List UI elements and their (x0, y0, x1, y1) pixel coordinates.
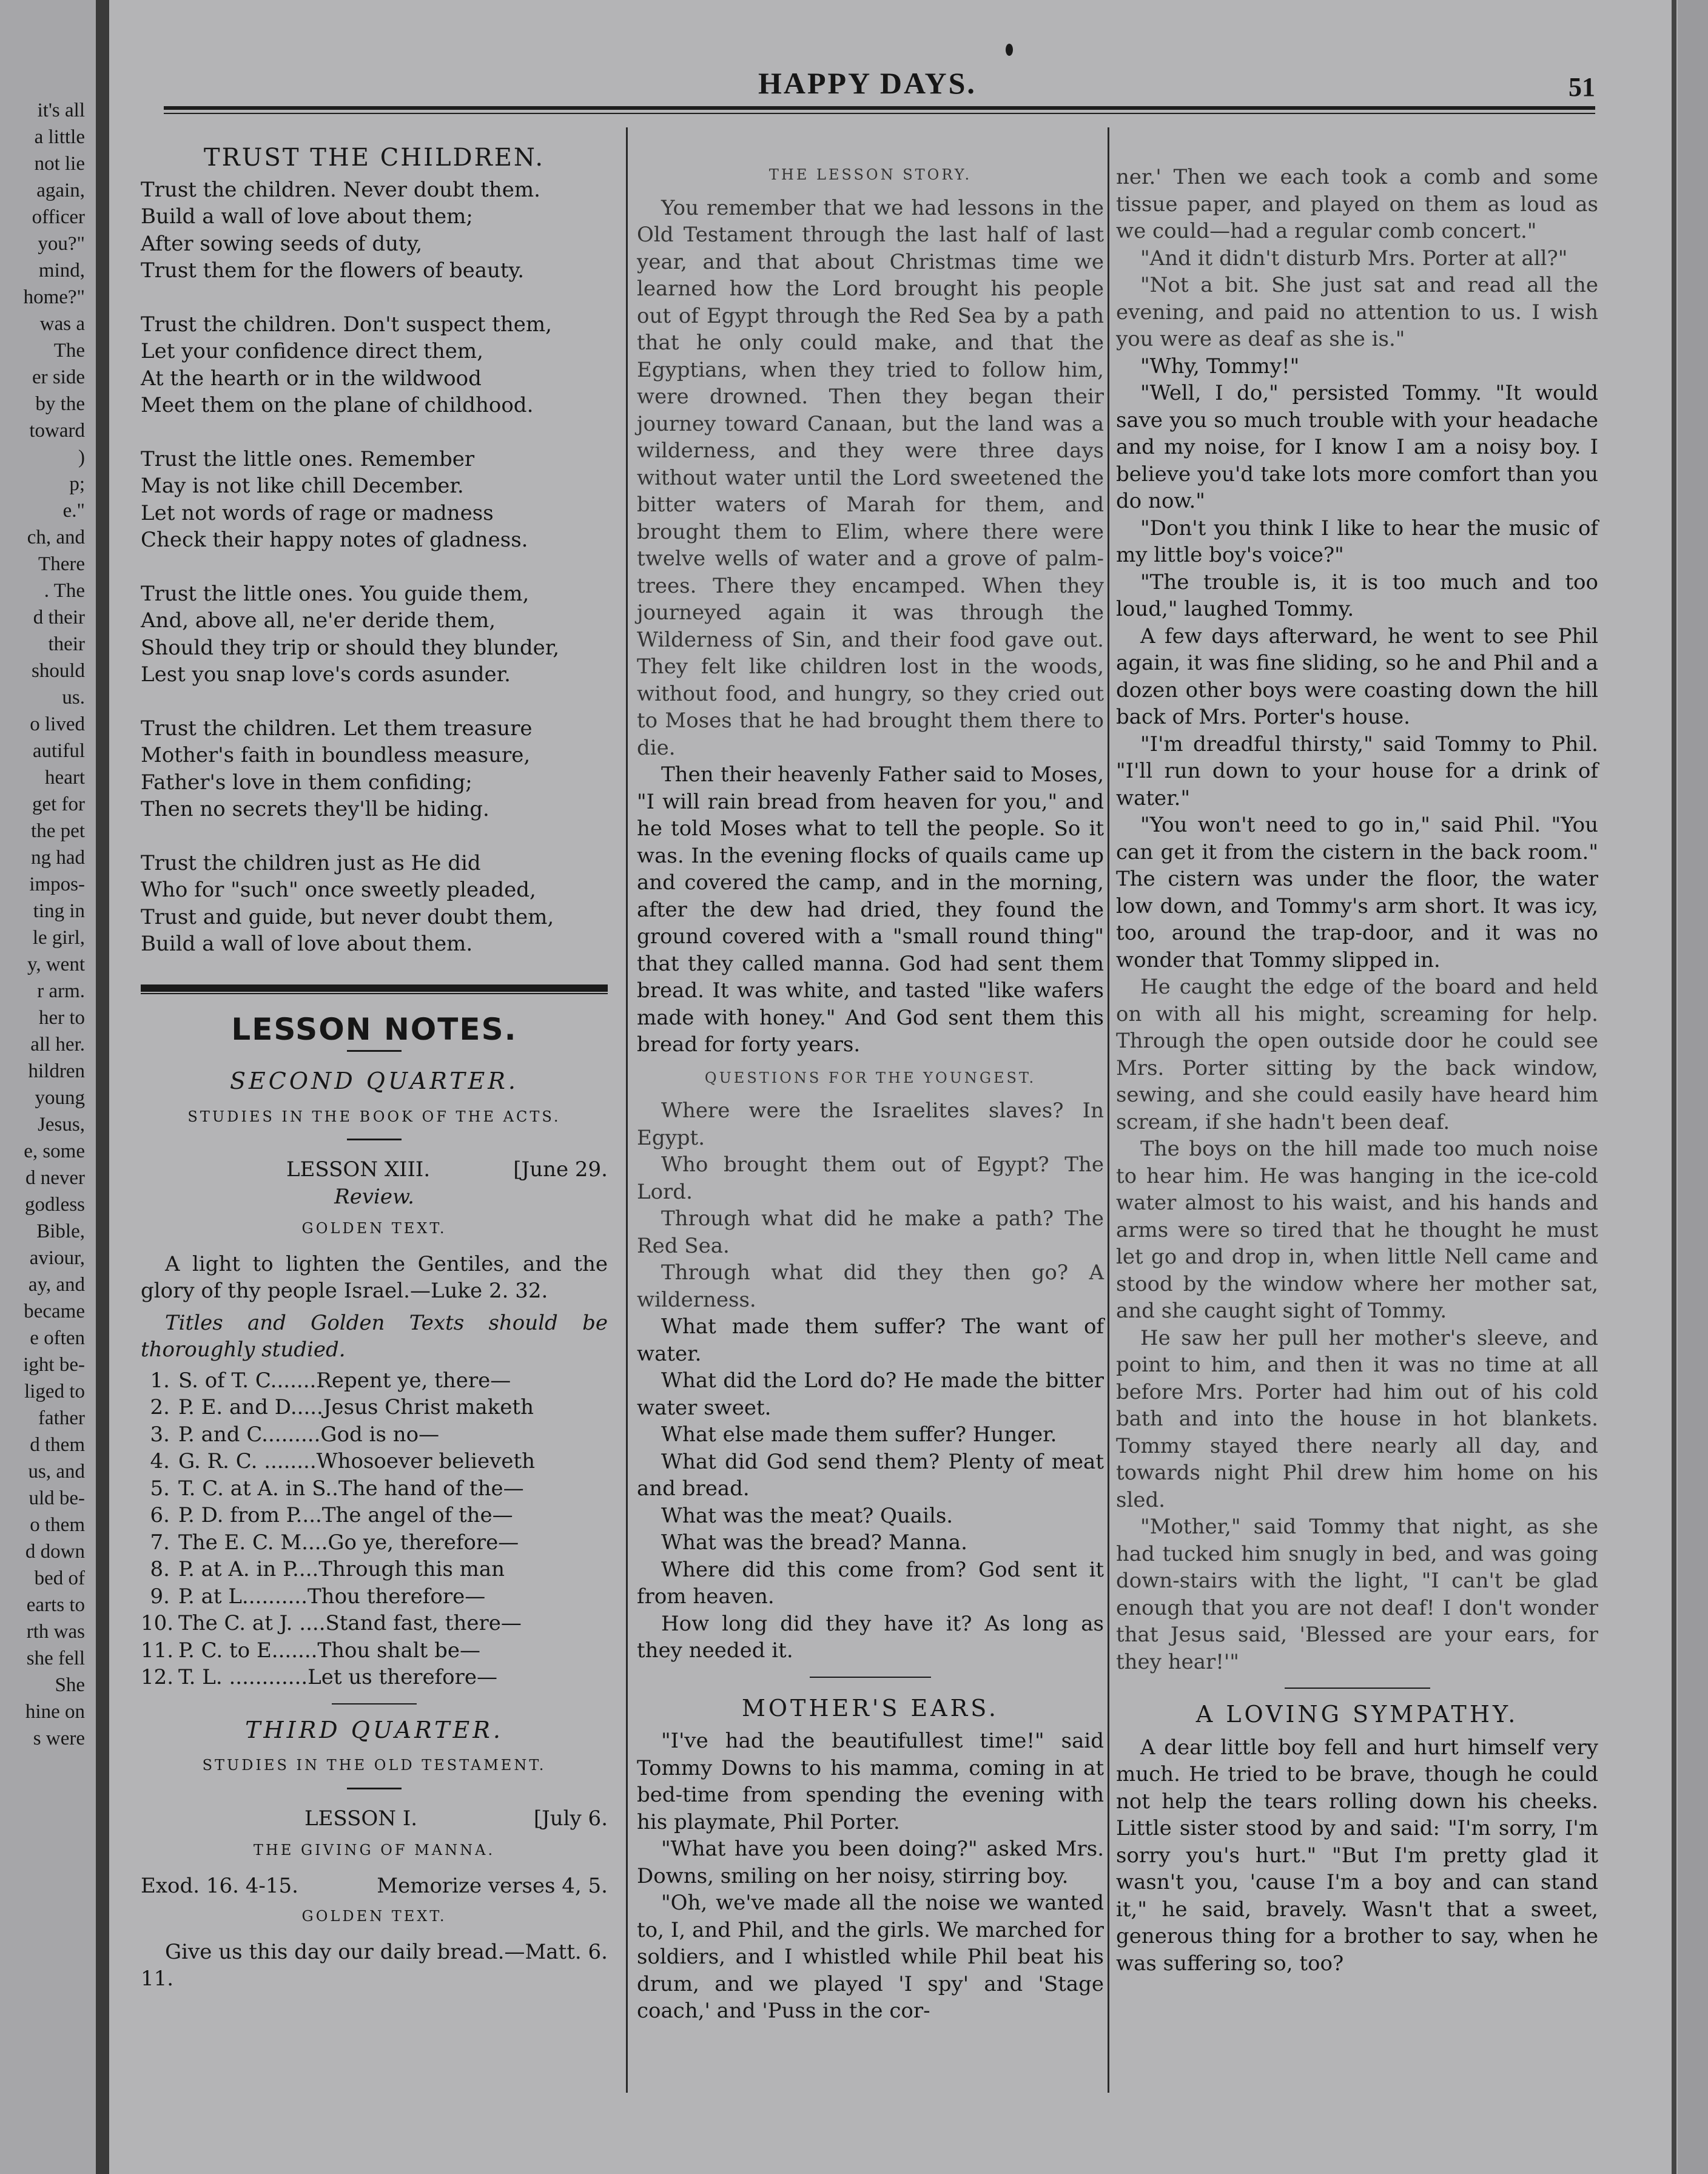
poem-line: Mother's faith in boundless measure, (141, 743, 531, 767)
list-number: 9. (150, 1584, 170, 1609)
list-text: T. L. ............Let us therefore— (178, 1665, 497, 1689)
poem-line: Who for "such" once sweetly pleaded, (141, 878, 536, 902)
lesson-number: LESSON XIII. (286, 1157, 431, 1182)
prev-column-line: e often (30, 1327, 85, 1349)
prev-column-line: mind, (38, 260, 85, 281)
poem-line: And, above all, ne'er deride them, (141, 608, 496, 633)
list-item (141, 1610, 608, 1637)
lesson-number: LESSON I. (304, 1806, 418, 1831)
scripture-line (141, 1873, 608, 1900)
lesson-1-line (141, 1805, 608, 1832)
prev-column-line: home?" (23, 286, 85, 308)
prev-column-line: She (55, 1674, 85, 1696)
third-quarter-heading: THIRD QUARTER. (245, 1716, 503, 1743)
list-item (141, 1394, 608, 1421)
prev-column-line: o lived (30, 713, 85, 735)
list-number: 2. (150, 1395, 170, 1419)
golden-text: A light to lighten the Gentiles, and the glory of thy people Israel.—Luke 2. 32. (141, 1251, 608, 1303)
header-rule (164, 106, 1595, 110)
list-text: The C. at J. ....Stand fast, there— (178, 1611, 522, 1635)
question-answer: What made them suffer? The want of water. (637, 1314, 1104, 1366)
prev-column-line: all her. (30, 1034, 85, 1055)
prev-column-line: y, went (27, 954, 85, 975)
question-answer: Where did this come from? God sent it from heaven. (637, 1557, 1104, 1609)
lesson-story-heading: THE LESSON STORY. (768, 166, 972, 183)
question-answer: What did God send them? Plenty of meat and bread. (637, 1449, 1104, 1501)
prev-column-line: r arm. (37, 980, 85, 1002)
questions-list (637, 1097, 1104, 1664)
question-answer: What was the bread? Manna. (661, 1530, 967, 1555)
list-number: 11. (141, 1638, 174, 1663)
column-2 (637, 127, 1104, 2025)
review-list (141, 1367, 608, 1691)
prev-column-line: get for (32, 793, 85, 815)
prev-column-line: her to (38, 1007, 85, 1029)
question-answer: How long did they have it? As long as they needed it. (637, 1611, 1104, 1663)
second-quarter-heading: SECOND QUARTER. (230, 1068, 519, 1094)
prev-column-line: . The (44, 580, 85, 602)
list-item (141, 1475, 608, 1503)
poem-line: After sowing seeds of duty, (141, 231, 423, 256)
poem-line: Check their happy notes of gladness. (141, 528, 528, 552)
prev-column-line: rth was (26, 1621, 85, 1643)
list-item (141, 1664, 608, 1691)
prev-column-line: ch, and (27, 527, 85, 548)
story-paragraph: ner.' Then we each took a comb and some tissue paper, and played on them as loud as we could—had a regular comb concert." (1116, 165, 1598, 243)
poem-stanza (141, 311, 608, 419)
poem-title: TRUST THE CHILDREN. (203, 144, 545, 172)
right-rule (1672, 0, 1676, 2174)
list-text: S. of T. C.......Repent ye, there— (178, 1368, 511, 1393)
question-answer: What was the meat? Quails. (661, 1503, 953, 1528)
poem-stanza (141, 715, 608, 823)
story-paragraph: The boys on the hill made too much noise to hear him. He was hanging in the ice-cold water almost to his waist, and his hands and arms were so tired that he thought he must let go and drop in, when little Nell came and stood by the window where her mother sat, and she caught sight of Tommy. (1116, 1137, 1598, 1323)
story-paragraph: "Why, Tommy!" (1140, 354, 1300, 379)
poem-line: May is not like chill December. (141, 474, 464, 498)
prev-column-line: d never (25, 1167, 85, 1189)
story-paragraph: He caught the edge of the board and held on with all his might, screaming for help. Through the open outside door he could see Mrs. Porter sitting by the back window, sewing, and she could easily have heard him scream, if she hadn't been deaf. (1116, 975, 1598, 1134)
poem-line: Build a wall of love about them. (141, 932, 473, 956)
prev-column-line: godless (25, 1194, 85, 1216)
prev-column-line: ay, and (28, 1274, 85, 1296)
list-item (141, 1502, 608, 1529)
story-paragraph: "Oh, we've made all the noise we wanted to, I, and Phil, and the girls. We marched for soldiers, and I whistled while Phil beat his drum, and we played 'I spy' and 'Stage coach,' and 'Puss in the cor- (637, 1891, 1104, 2023)
poem (141, 177, 608, 958)
lesson-date: [June 29. (513, 1157, 608, 1182)
prev-column-line: us, and (28, 1461, 85, 1482)
list-number: 1. (150, 1368, 170, 1393)
memorize-note: Memorize verses 4, 5. (377, 1873, 608, 1898)
poem-line: At the hearth or in the wildwood (141, 366, 482, 391)
poem-line: Build a wall of love about them; (141, 204, 473, 229)
poem-line: Let not words of rage or madness (141, 500, 494, 525)
lesson-notes-heading: LESSON NOTES. (231, 1011, 517, 1047)
sympathy-heading: A LOVING SYMPATHY. (1195, 1701, 1519, 1728)
studies-ot: STUDIES IN THE OLD TESTAMENT. (202, 1757, 546, 1774)
list-text: P. at A. in P....Through this man (178, 1557, 505, 1581)
poem-line: Trust the children. Let them treasure (141, 716, 533, 741)
prev-column-line: their (48, 633, 85, 655)
previous-page-column (0, 97, 85, 1752)
golden-text-label: GOLDEN TEXT. (301, 1220, 447, 1237)
prev-column-line: uld be- (29, 1487, 85, 1509)
story-paragraph: "You won't need to go in," said Phil. "You can get it from the cistern in the back room." The cistern was under the floor, the water low down, and Tommy's arm short. It was icy, too, around the trap-door, and it was no wonder that Tommy slipped in. (1116, 813, 1598, 972)
section-rule-thin (141, 993, 608, 994)
poem-line: Should they trip or should they blunder, (141, 635, 560, 660)
list-number: 8. (150, 1557, 170, 1581)
list-text: P. E. and D.....Jesus Christ maketh (178, 1395, 534, 1419)
prev-column-line: er side (32, 366, 85, 388)
list-number: 7. (150, 1530, 170, 1555)
prev-column-line: again, (36, 180, 85, 201)
story-paragraph: You remember that we had lessons in the Old Testament through the last half of last year, and that about Christmas time we learned how the Lord brought his people out of Egypt through the Red Sea by a path that he only could make, and that the Egyptians, when they tried to follow him, were drowned. Then they began their journey toward Canaan, but the land was a wilderness, and they were three days without water until the Lord sweetened the bitter waters of Marah for them, and brought them to Elim, where there were twelve wells of water and a grove of palm-trees. There they encamped. When they journeyed again it was through the Wilderness of Sin, and their food gave out. They felt like children lost in the woods, without food, and hungry, so they cried out to Moses that he had brought them there to die. (637, 195, 1104, 760)
prev-column-line: was a (39, 313, 85, 335)
prev-column-line: a little (34, 126, 85, 148)
poem-line: Trust the little ones. Remember (141, 446, 475, 471)
list-number: 6. (150, 1503, 170, 1527)
question-answer: Through what did he make a path? The Red Sea. (637, 1206, 1104, 1258)
lesson-subtitle: Review. (334, 1184, 414, 1209)
prev-column-line: not lie (34, 153, 85, 175)
question-answer: Where were the Israelites slaves? In Egypt. (637, 1099, 1104, 1150)
masthead: HAPPY DAYS. (758, 66, 977, 100)
prev-column-line: ting in (33, 900, 85, 922)
poem-line: Trust the children just as He did (141, 850, 481, 875)
prev-column-line: bed of (34, 1567, 85, 1589)
poem-line: Trust them for the flowers of beauty. (141, 258, 525, 283)
poem-line: Meet them on the plane of childhood. (141, 393, 534, 417)
poem-line: Let your confidence direct them, (141, 339, 483, 363)
divider (347, 1050, 402, 1052)
scripture-ref: Exod. 16. 4-15. (141, 1873, 298, 1898)
gutter-rule (96, 0, 109, 2174)
list-number: 4. (150, 1449, 170, 1473)
prev-column-line: ) (78, 446, 85, 468)
column-rule-2 (1108, 127, 1109, 2093)
prev-column-line: d their (33, 607, 85, 628)
prev-column-line: The (53, 340, 85, 362)
prev-column-line: Bible, (36, 1220, 85, 1242)
prev-column-line: the pet (31, 820, 85, 842)
prev-column-line: you?" (38, 233, 85, 255)
story-paragraph: Then their heavenly Father said to Moses, "I will rain bread from heaven for you," and he told Moses what to tell the people. So it was. In the evening flocks of quails came up and covered the camp, and in the morning, after the dew had dried, they found the ground covered with a "small round thing" that they called manna. God had sent them bread. It was white, and tasted "like wafers made with honey." And God sent them this bread for forty years. (637, 762, 1104, 1057)
question-answer: What did the Lord do? He made the bitter water sweet. (637, 1368, 1104, 1420)
lesson-date: [July 6. (533, 1806, 608, 1831)
prev-column-line: us. (62, 687, 85, 708)
studies-acts: STUDIES IN THE BOOK OF THE ACTS. (187, 1108, 561, 1125)
list-text: P. C. to E.......Thou shalt be— (178, 1638, 481, 1663)
prev-column-line: toward (29, 420, 85, 442)
prev-column-line: hine on (25, 1701, 85, 1723)
story-paragraph: A dear little boy fell and hurt himself very much. He tried to be brave, though he could not help the tears rolling down his cheeks. Little sister stood by and said: "I'm sorry, I'm sorry you's hurt." "But I'm pretty glad it wasn't you, 'cause I'm a boy and can stand it," he said, bravely. Wasn't that a sweet, generous thing for a brother to say, when he was suffering so, too? (1116, 1735, 1598, 1976)
prev-column-line: earts to (26, 1594, 85, 1616)
story-paragraph: "The trouble is, it is too much and too loud," laughed Tommy. (1116, 570, 1598, 621)
story-paragraph: "Well, I do," persisted Tommy. "It would save you so much trouble with your headache and my noise, for I know I am a noisy boy. I believe you'd take lots more comfort than you do now." (1116, 381, 1598, 513)
list-item (141, 1367, 608, 1395)
story-paragraph: "And it didn't disturb Mrs. Porter at all?" (1140, 246, 1568, 271)
list-item (141, 1421, 608, 1449)
poem-line: Then no secrets they'll be hiding. (141, 797, 489, 821)
list-text: P. at L..........Thou therefore— (178, 1584, 486, 1609)
list-text: The E. C. M....Go ye, therefore— (178, 1530, 519, 1555)
divider (347, 1139, 402, 1140)
prev-column-line: ight be- (23, 1354, 85, 1376)
prev-column-line: liged to (24, 1381, 85, 1402)
divider (810, 1677, 931, 1678)
prev-column-line: autiful (32, 740, 85, 762)
ink-mark (1006, 44, 1013, 56)
golden-text: Give us this day our daily bread.—Matt. 6. 11. (141, 1939, 608, 1991)
poem-line: Father's love in them confiding; (141, 770, 472, 795)
list-text: P. D. from P....The angel of the— (178, 1503, 513, 1527)
lesson-13-line (141, 1156, 608, 1183)
list-item (141, 1529, 608, 1556)
prev-column-line: it's all (37, 99, 85, 121)
prev-column-line: impos- (29, 873, 85, 895)
poem-line: Trust the children. Don't suspect them, (141, 312, 552, 337)
list-number: 5. (150, 1476, 170, 1501)
right-margin (1678, 0, 1708, 2174)
prev-column-line: o them (30, 1514, 85, 1536)
prev-column-line: e." (62, 500, 85, 522)
prev-column-line: Jesus, (38, 1114, 85, 1136)
list-number: 10. (141, 1611, 174, 1635)
prev-column-line: e, some (24, 1140, 85, 1162)
poem-line: Lest you snap love's cords asunder. (141, 662, 511, 687)
prev-column-line: p; (69, 473, 85, 495)
poem-line: Trust the little ones. You guide them, (141, 581, 530, 606)
poem-stanza (141, 177, 608, 284)
header-rule-thin (164, 113, 1595, 114)
prev-column-line: s were (33, 1728, 85, 1749)
prev-column-line: hildren (28, 1060, 85, 1082)
lesson-title: THE GIVING OF MANNA. (253, 1842, 496, 1859)
prev-column-line: father (38, 1407, 85, 1429)
section-rule (141, 984, 608, 992)
poem-stanza (141, 581, 608, 688)
prev-column-line: became (24, 1301, 85, 1322)
poem-stanza (141, 850, 608, 958)
prev-column-line: d down (25, 1541, 85, 1563)
prev-column-line: d them (30, 1434, 85, 1456)
list-item (141, 1583, 608, 1610)
list-item (141, 1448, 608, 1475)
column-1 (141, 127, 608, 1993)
story-paragraph: "Mother," said Tommy that night, as she had tucked him snugly in bed, and was going down-stairs with the light, "I can't be glad enough that you are not deaf! I don't wonder that Jesus said, 'Blessed are your ears, for they hear!'" (1116, 1515, 1598, 1674)
question-answer: What else made them suffer? Hunger. (661, 1422, 1057, 1447)
prev-column-line: by the (35, 393, 85, 415)
divider (1285, 1688, 1430, 1689)
story-paragraph: A few days afterward, he went to see Phil again, it was fine sliding, so he and Phil and a dozen other boys were coasting down the hill back of Mrs. Porter's house. (1116, 624, 1598, 729)
column-3 (1116, 127, 1598, 1977)
list-number: 12. (141, 1665, 174, 1689)
study-note: Titles and Golden Texts should be thoroughly studied. (141, 1310, 608, 1362)
divider (347, 1788, 402, 1789)
story-paragraph: "What have you been doing?" asked Mrs. Downs, smiling on her noisy, stirring boy. (637, 1837, 1104, 1888)
golden-text-label: GOLDEN TEXT. (301, 1908, 447, 1925)
poem-line: Trust the children. Never doubt them. (141, 177, 540, 202)
list-item (141, 1556, 608, 1583)
prev-column-line: There (38, 553, 85, 575)
story-paragraph: "Don't you think I like to hear the music of my little boy's voice?" (1116, 516, 1598, 567)
prev-column-line: ng had (31, 847, 85, 869)
prev-column-line: le girl, (32, 927, 85, 949)
list-text: T. C. at A. in S..The hand of the— (178, 1476, 524, 1501)
list-item (141, 1637, 608, 1664)
mothers-ears-heading: MOTHER'S EARS. (741, 1694, 999, 1721)
question-answer: Who brought them out of Egypt? The Lord. (637, 1153, 1104, 1204)
prev-column-line: heart (45, 767, 85, 789)
list-text: G. R. C. ........Whosoever believeth (178, 1449, 536, 1473)
story-paragraph: "Not a bit. She just sat and read all the evening, and paid no attention to us. I wish you were as deaf as she is." (1116, 273, 1598, 351)
story-paragraph: He saw her pull her mother's sleeve, and point to him, and then it was no time at all before Mrs. Porter had him out of his cold bath and into the house in hot blankets. Tommy stayed there nearly all day, and towards night Phil drew him home on his sled. (1116, 1325, 1598, 1512)
poem-stanza (141, 446, 608, 554)
prev-column-line: should (31, 660, 85, 682)
story-paragraph: "I'm dreadful thirsty," said Tommy to Phil. "I'll run down to your house for a drink of water." (1116, 732, 1598, 810)
prev-column-line: young (35, 1087, 85, 1109)
prev-column-line: she fell (26, 1647, 85, 1669)
list-number: 3. (150, 1422, 170, 1447)
prev-column-line: officer (32, 206, 85, 228)
question-answer: Through what did they then go? A wilderness. (637, 1260, 1104, 1312)
divider (332, 1703, 417, 1705)
poem-line: Trust and guide, but never doubt them, (141, 904, 554, 929)
column-rule-1 (626, 127, 628, 2093)
list-text: P. and C.........God is no— (178, 1422, 440, 1447)
page-number: 51 (1568, 72, 1595, 102)
prev-column-line: aviour, (29, 1247, 85, 1269)
story-paragraph: "I've had the beautifullest time!" said Tommy Downs to his mamma, coming in at bed-time from spending the evening with his playmate, Phil Porter. (637, 1729, 1104, 1834)
questions-heading: QUESTIONS FOR THE YOUNGEST. (704, 1069, 1037, 1086)
